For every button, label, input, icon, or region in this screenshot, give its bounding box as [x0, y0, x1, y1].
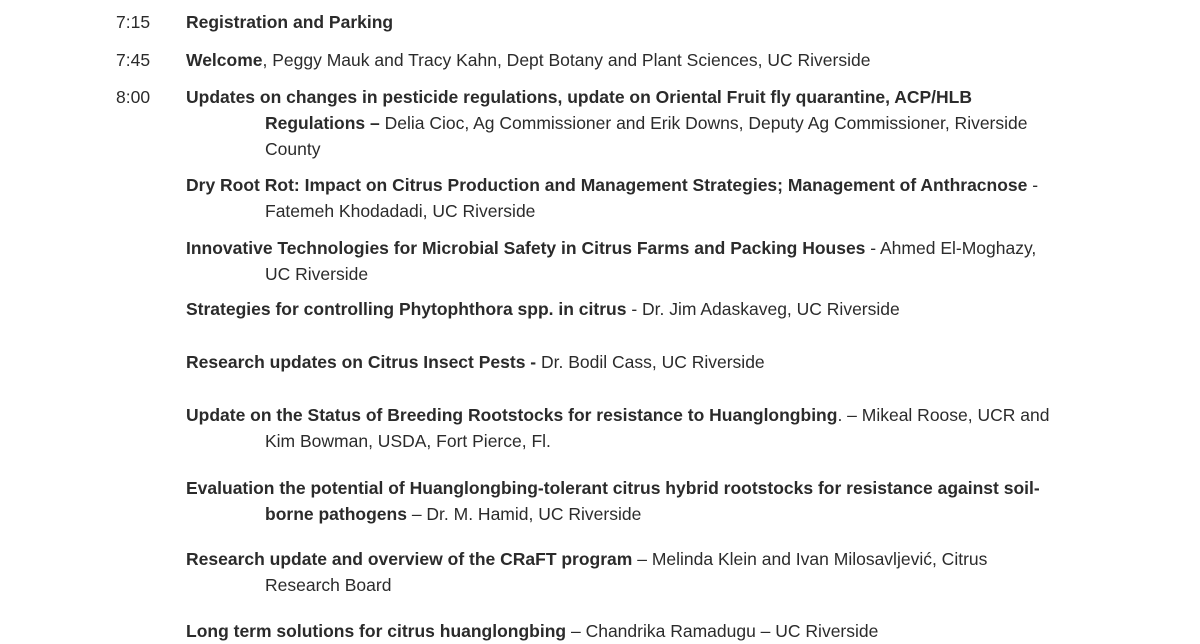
- agenda-speakers: Dr. Bodil Cass, UC Riverside: [536, 352, 765, 372]
- agenda-item-dry-root-rot: [0, 172, 1200, 224]
- agenda-speakers: , Peggy Mauk and Tracy Kahn, Dept Botany and Plant Sciences, UC Riverside: [262, 50, 871, 70]
- agenda-item-microbial-safety: [0, 235, 1200, 287]
- agenda-item-long-term-solutions: [0, 618, 1200, 644]
- agenda-title-cont: Regulations –: [265, 113, 380, 133]
- agenda-title: Dry Root Rot: Impact on Citrus Production and Management Strategies; Management of Anthracnose: [186, 175, 1028, 195]
- agenda-title: Evaluation the potential of Huanglongbing-tolerant citrus hybrid rootstocks for resistance against soil-: [186, 478, 1040, 498]
- agenda-title: Innovative Technologies for Microbial Safety in Citrus Farms and Packing Houses: [186, 238, 866, 258]
- agenda-speakers: – Dr. M. Hamid, UC Riverside: [406, 504, 642, 524]
- agenda-speakers: . – Mikeal Roose, UCR and: [837, 405, 1050, 425]
- agenda-title: Registration and Parking: [186, 12, 394, 32]
- agenda-speakers-cont: UC Riverside: [265, 264, 369, 284]
- agenda-speakers-cont: County: [265, 139, 321, 159]
- agenda-time: 7:15: [116, 12, 151, 32]
- agenda-time: 8:00: [116, 87, 151, 107]
- agenda-speakers-cont: Kim Bowman, USDA, Fort Pierce, Fl.: [265, 431, 551, 451]
- agenda-speakers: – Melinda Klein and Ivan Milosavljević, Citrus: [632, 549, 988, 569]
- agenda-item-breeding-rootstocks: [0, 402, 1200, 454]
- agenda-speakers: Delia Cioc, Ag Commissioner and Erik Downs, Deputy Ag Commissioner, Riverside: [379, 113, 1028, 133]
- agenda-title: Strategies for controlling Phytophthora spp. in citrus: [186, 299, 627, 319]
- agenda-item-craft-program: [0, 546, 1200, 598]
- agenda-title: Long term solutions for citrus huanglongbing: [186, 621, 567, 641]
- agenda-title: Update on the Status of Breeding Rootstocks for resistance to Huanglongbing: [186, 405, 838, 425]
- agenda-speakers: - Dr. Jim Adaskaveg, UC Riverside: [626, 299, 900, 319]
- agenda-item-pesticide-regulations: [0, 84, 1200, 162]
- agenda-speakers: – Chandrika Ramadugu – UC Riverside: [566, 621, 879, 641]
- agenda-item-registration: [0, 9, 1200, 35]
- agenda-speakers: Fatemeh Khodadadi, UC Riverside: [265, 201, 536, 221]
- agenda-title: Updates on changes in pesticide regulations, update on Oriental Fruit fly quarantine, ACP/HLB: [186, 87, 972, 107]
- agenda-item-phytophthora: [0, 296, 1200, 322]
- agenda-title: Research updates on Citrus Insect Pests -: [186, 352, 537, 372]
- agenda-speakers: - Ahmed El-Moghazy,: [865, 238, 1037, 258]
- agenda-item-insect-pests: [0, 349, 1200, 375]
- agenda-title: Welcome: [186, 50, 263, 70]
- agenda-item-hybrid-rootstocks: [0, 475, 1200, 527]
- agenda-title: Research update and overview of the CRaFT program: [186, 549, 633, 569]
- agenda-title-cont: borne pathogens: [265, 504, 407, 524]
- agenda-item-welcome: [0, 47, 1200, 73]
- agenda-separator: -: [1027, 175, 1039, 195]
- agenda-speakers-cont: Research Board: [265, 575, 392, 595]
- agenda-time: 7:45: [116, 50, 151, 70]
